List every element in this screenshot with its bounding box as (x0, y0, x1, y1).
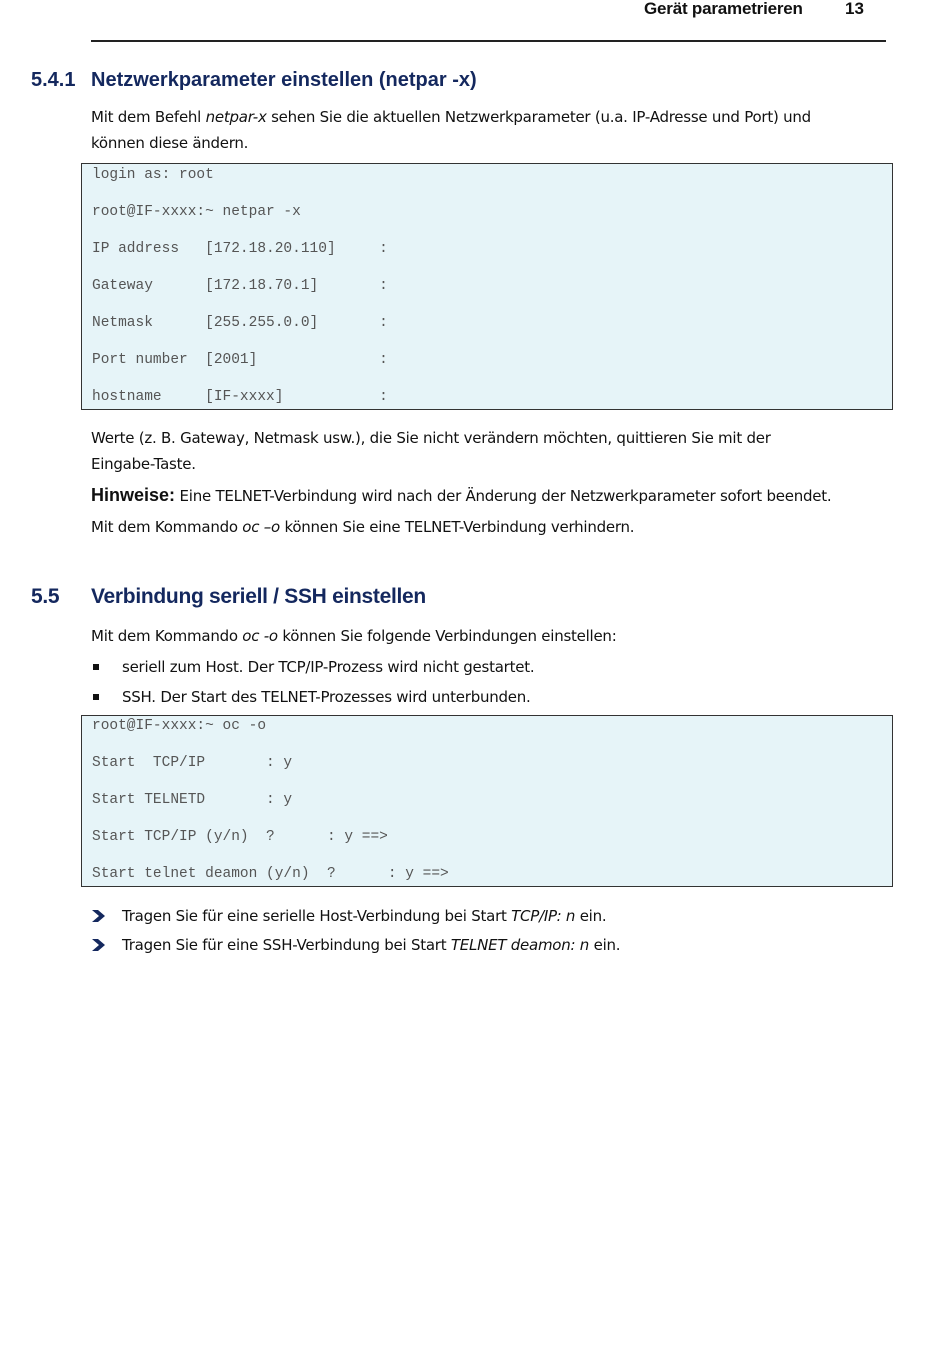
paragraph-oc (91, 514, 881, 540)
code-block-oc (81, 715, 893, 887)
hint-label: Hinweise: (91, 485, 176, 505)
code-line: root@IF-xxxx:~ netpar -x (92, 204, 301, 220)
intro-text-line2: können diese ändern. (91, 134, 249, 152)
intro-text-rest: sehen Sie die aktuellen Netzwerkparameter (u.a. IP-Adresse und Port) und (266, 108, 811, 126)
section-number: 5.5 (31, 585, 60, 608)
command-oc: oc -o (242, 627, 278, 645)
list-item-text: seriell zum Host. Der TCP/IP-Prozess wird nicht gestartet. (122, 658, 535, 676)
oc-text: Mit dem Kommando (91, 518, 243, 536)
code-line: Start TCP/IP (y/n) ? : y ==> (92, 829, 388, 845)
command-oc: oc –o (242, 518, 280, 536)
step-text-post: ein. (575, 907, 607, 925)
code-line: Port number [2001] : (92, 352, 388, 368)
values-text-line2: Eingabe-Taste. (91, 455, 196, 473)
section-number: 5.4.1 (31, 69, 76, 91)
code-line: Start telnet deamon (y/n) ? : y ==> (92, 866, 449, 882)
code-line: IP address [172.18.20.110] : (92, 241, 388, 257)
step-text-post: ein. (589, 936, 621, 954)
code-line: login as: root (92, 167, 214, 183)
intro-text: Mit dem Befehl (91, 108, 206, 126)
step-value: TCP/IP: n (511, 907, 576, 925)
intro-paragraph-netpar (91, 104, 881, 156)
header-title: Gerät parametrieren (644, 0, 803, 18)
values-text: Werte (z. B. Gateway, Netmask usw.), die Sie nicht verändern möchten, quittieren Sie mit der (91, 429, 771, 447)
oc-text-rest: können Sie eine TELNET-Verbindung verhindern. (279, 518, 635, 536)
code-line: Start TCP/IP : y (92, 755, 293, 771)
header-divider (91, 40, 886, 42)
command-netpar: netpar-x (205, 108, 267, 126)
step-text-pre: Tragen Sie für eine SSH-Verbindung bei Start (122, 936, 451, 954)
intro-text-rest: können Sie folgende Verbindungen einstellen: (277, 627, 617, 645)
step-text (122, 932, 620, 958)
step-text-pre: Tragen Sie für eine serielle Host-Verbindung bei Start (122, 907, 512, 925)
intro-text: Mit dem Kommando (91, 627, 243, 645)
hint-text: Eine TELNET-Verbindung wird nach der Änderung der Netzwerkparameter sofort beendet. (175, 487, 832, 505)
section-title: Netzwerkparameter einstellen (netpar -x) (91, 69, 477, 91)
page-number: 13 (845, 0, 864, 18)
code-line: Start TELNETD : y (92, 792, 293, 808)
code-line: hostname [IF-xxxx] : (92, 389, 388, 405)
step-text (122, 903, 606, 929)
code-block-netpar (81, 163, 893, 410)
intro-paragraph-oc (91, 623, 881, 649)
hint-paragraph (91, 482, 881, 509)
step-arrow-icon (92, 939, 106, 951)
step-arrow-icon (92, 910, 106, 922)
section-title: Verbindung seriell / SSH einstellen (91, 585, 426, 608)
code-line: Netmask [255.255.0.0] : (92, 315, 388, 331)
bullet-square-icon (93, 664, 99, 670)
code-line: Gateway [172.18.70.1] : (92, 278, 388, 294)
list-item-text: SSH. Der Start des TELNET-Prozesses wird unterbunden. (122, 688, 531, 706)
paragraph-values (91, 425, 881, 477)
page-header (0, 0, 950, 42)
code-line: root@IF-xxxx:~ oc -o (92, 718, 267, 734)
step-value: TELNET deamon: n (450, 936, 590, 954)
bullet-square-icon (93, 694, 99, 700)
